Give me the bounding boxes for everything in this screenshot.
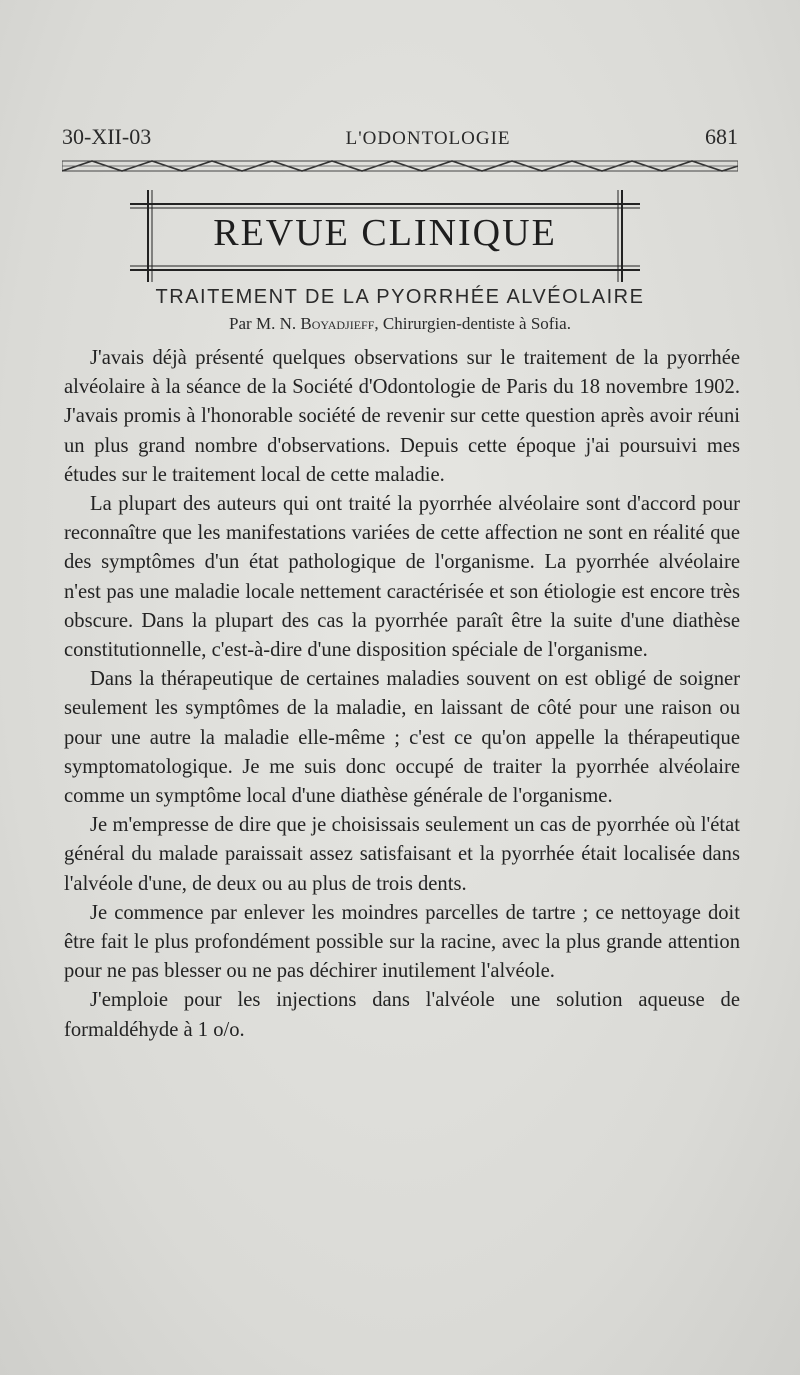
paragraph: Je commence par enlever les moindres parcelles de tartre ; ce nettoyage doit être fait le plus profondément possible sur la racine, avec la plus grande attention pour ne pas blesser ou ne pas déchirer inutilement l'alvéole. [64, 901, 740, 983]
byline-suffix: , Chirurgien-dentiste à Sofia. [374, 314, 571, 333]
article-body [64, 344, 740, 1045]
journal-title: L'ODONTOLOGIE [345, 128, 511, 149]
author-name: Boyadjieff [300, 314, 375, 333]
byline [62, 314, 738, 334]
section-title: REVUE CLINIQUE [213, 212, 557, 254]
paragraph: Je m'empresse de dire que je choisissais seulement un cas de pyorrhée où l'état général du malade paraissait assez satisfaisant et la pyorrhée était localisée dans l'alvéole d'une, de deux ou au plus de trois dents. [64, 814, 740, 895]
article-title: TRAITEMENT DE LA PYORRHÉE ALVÉOLAIRE [155, 286, 645, 308]
issue-date: 30-XII-03 [62, 124, 152, 149]
paragraph: J'emploie pour les injections dans l'alvéole une solution aqueuse de formaldéhyde à 1 o/o. [64, 989, 740, 1041]
paragraph: La plupart des auteurs qui ont traité la pyorrhée alvéolaire sont d'accord pour reconnaître que les manifestations variées de cette affection ne sont en réalité que des symptômes d'un état pathologique de l'organisme. La pyorrhée alvéolaire n'est pas une maladie locale nettement caractérisée et son étiologie est encore très obscure. Dans la plupart des cas la pyorrhée paraît être la suite d'une diathèse constitutionnelle, c'est-à-dire d'une disposition spéciale de l'organisme. [64, 493, 740, 662]
decorative-ornament-band [62, 158, 738, 174]
paragraph: J'avais déjà présenté quelques observations sur le traitement de la pyorrhée alvéolaire à la séance de la Société d'Odontologie de Paris du 18 novembre 1902. J'avais promis à l'honorable société de revenir sur cette question après avoir réuni un plus grand nombre d'observations. Depuis cette époque j'ai poursuivi mes études sur le traitement local de cette maladie. [64, 347, 740, 486]
paragraph: Dans la thérapeutique de certaines maladies souvent on est obligé de soigner seulement les symptômes de la maladie, en laissant de côté pour une raison ou pour une autre la maladie elle-même ; c'est ce qu'on appelle la thérapeutique symptomatologique. Je me suis donc occupé de traiter la pyorrhée alvéolaire comme un symptôme local d'une diathèse générale de l'organisme. [64, 668, 740, 808]
running-head [62, 124, 738, 150]
byline-prefix: Par M. N. [229, 314, 301, 333]
page-number: 681 [705, 124, 738, 149]
